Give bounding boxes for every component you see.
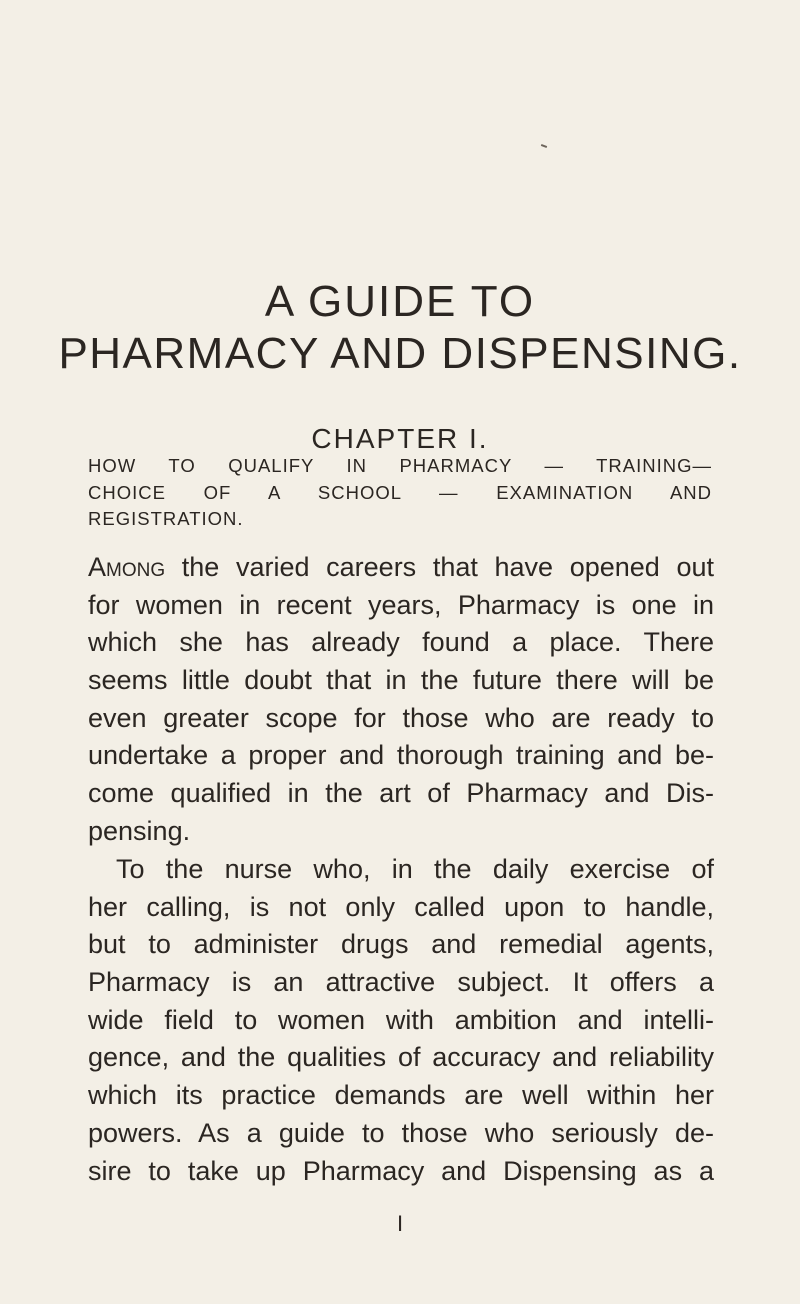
paragraph-1 bbox=[88, 549, 714, 851]
book-title-line-1: A GUIDE TO bbox=[264, 277, 536, 326]
paragraph-2-line: her calling, is not only called upon to handle, bbox=[88, 891, 714, 922]
paragraph-2-line: gence, and the qualities of accuracy and reliability bbox=[88, 1042, 714, 1073]
book-title-line-2: PHARMACY AND DISPENSING. bbox=[58, 329, 742, 378]
paragraph-1-line: which she has already found a place. There bbox=[88, 627, 714, 658]
paragraph-2-line: wide field to women with ambition and intelli- bbox=[88, 1004, 714, 1035]
paragraph-2-line: which its practice demands are well within her bbox=[88, 1080, 714, 1111]
paragraph-1-line: for women in recent years, Pharmacy is one in bbox=[88, 589, 714, 620]
paragraph-1-line: seems little doubt that in the future there will be bbox=[88, 665, 714, 696]
chapter-synopsis-line-1: HOW TO QUALIFY IN PHARMACY — TRAINING— bbox=[88, 455, 712, 476]
chapter-synopsis-line-2: CHOICE OF A SCHOOL — EXAMINATION AND bbox=[88, 482, 712, 503]
paragraph-2-line: sire to take up Pharmacy and Dispensing as a bbox=[88, 1155, 714, 1186]
paragraph-1-line: pensing. bbox=[88, 815, 191, 846]
paragraph-2 bbox=[88, 851, 714, 1190]
chapter-synopsis-line-3: REGISTRATION. bbox=[88, 508, 244, 529]
paragraph-1-line: come qualified in the art of Pharmacy and Dis- bbox=[88, 778, 714, 809]
paper-speck bbox=[541, 144, 547, 148]
paragraph-2-line: Pharmacy is an attractive subject. It offers a bbox=[88, 967, 714, 998]
chapter-heading: CHAPTER I. bbox=[311, 423, 489, 454]
paragraph-2-line: powers. As a guide to those who seriously de- bbox=[88, 1117, 714, 1148]
paragraph-1-line: undertake a proper and thorough training and be- bbox=[88, 740, 714, 771]
paragraph-2-line: but to administer drugs and remedial agents, bbox=[88, 929, 714, 960]
opening-word: Among bbox=[88, 552, 166, 582]
page-number: I bbox=[396, 1211, 404, 1236]
paragraph-1-line: even greater scope for those who are ready to bbox=[88, 702, 714, 733]
paragraph-1-line bbox=[88, 549, 714, 587]
paragraph-2-line: To the nurse who, in the daily exercise of bbox=[116, 854, 714, 884]
line-text: the varied careers that have opened out bbox=[165, 552, 714, 582]
